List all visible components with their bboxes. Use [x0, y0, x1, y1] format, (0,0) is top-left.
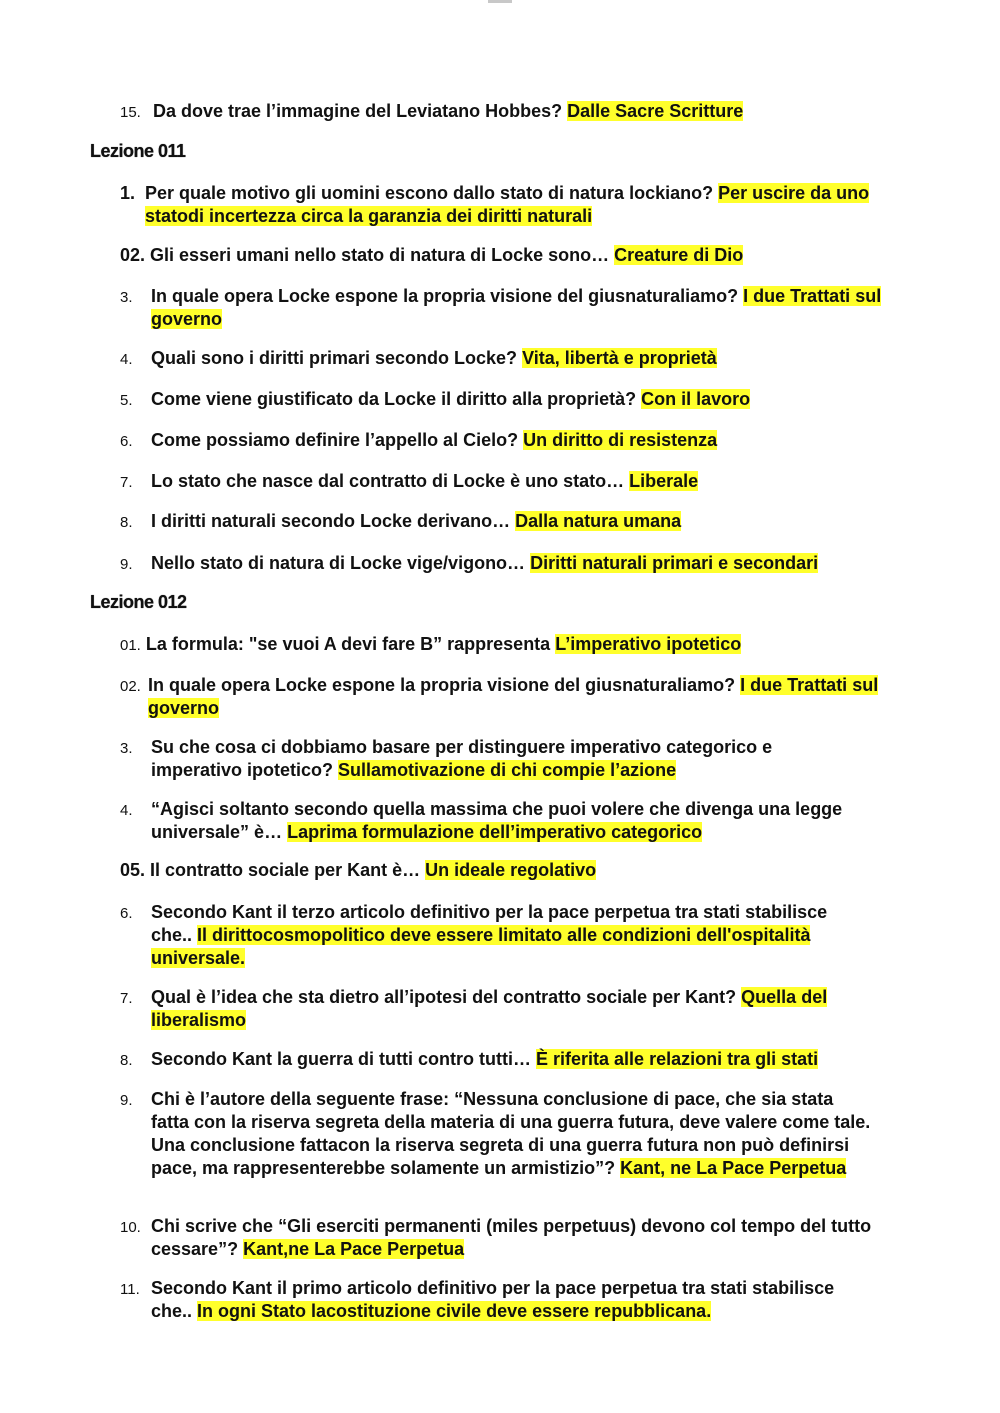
question-text: Nello stato di natura di Locke vige/vigono…: [151, 553, 526, 573]
question-text: Quali sono i diritti primari secondo Locke?: [151, 348, 518, 368]
question-item: [120, 347, 930, 371]
question-text: In quale opera Locke espone la propria visione del giusnaturaliamo?: [151, 286, 739, 306]
question-item: [120, 633, 930, 657]
question-item: [120, 859, 930, 882]
question-text: Chi scrive che “Gli eserciti permanenti (miles perpetuus) devono col tempo del tutto cessare”?: [151, 1216, 872, 1259]
answer-highlight: Un diritto di resistenza: [523, 430, 718, 450]
lesson-heading: Lezione 012: [90, 592, 187, 612]
question-text: Da dove trae l’immagine del Leviatano Hobbes?: [153, 101, 563, 121]
answer-highlight: Creature di Dio: [614, 245, 744, 265]
question-text: Secondo Kant il primo articolo definitivo per la pace perpetua tra stati stabilisce che..: [151, 1278, 835, 1321]
question-item: [120, 470, 930, 494]
question-item: [120, 182, 930, 226]
answer-highlight: In ogni Stato lacostituzione civile deve essere repubblicana.: [197, 1301, 712, 1321]
question-number: 3.: [120, 740, 133, 757]
answer-highlight: Dalla natura umana: [515, 511, 682, 531]
question-number: 8.: [120, 1052, 133, 1069]
question-item: [120, 736, 930, 780]
question-number: 05.: [120, 860, 146, 880]
question-item: [120, 901, 930, 968]
answer-highlight: Il dirittocosmopolitico deve essere limitato alle condizioni dell'ospitalità universale.: [151, 925, 811, 968]
answer-highlight: Sullamotivazione di chi compie l’azione: [338, 760, 677, 780]
question-item: [120, 674, 930, 718]
question-number: 5.: [120, 392, 133, 409]
question-item: [120, 1088, 930, 1178]
answer-highlight: Per uscire da uno statodi incertezza circa la garanzia dei diritti naturali: [145, 183, 870, 226]
question-item: [120, 986, 930, 1030]
question-number: 6.: [120, 905, 133, 922]
question-number: 02.: [120, 678, 141, 695]
answer-highlight: È riferita alle relazioni tra gli stati: [536, 1049, 819, 1069]
question-number: 4.: [120, 351, 133, 368]
question-text: Secondo Kant il terzo articolo definitivo per la pace perpetua tra stati stabilisce che..: [151, 902, 828, 945]
answer-highlight: Kant,ne La Pace Perpetua: [243, 1239, 465, 1259]
question-item: [120, 100, 930, 124]
question-number: 3.: [120, 289, 133, 306]
question-item: [120, 285, 930, 329]
question-text: Su che cosa ci dobbiamo basare per distinguere imperativo categorico e imperativo ipotetico?: [151, 737, 773, 780]
question-number: 9.: [120, 556, 133, 573]
question-number: 4.: [120, 802, 133, 819]
question-number: 10.: [120, 1219, 141, 1236]
question-item: [120, 244, 930, 267]
question-number: 15.: [120, 104, 141, 121]
answer-highlight: Dalle Sacre Scritture: [567, 101, 744, 121]
question-text: I diritti naturali secondo Locke derivano…: [151, 511, 511, 531]
question-text: Chi è l’autore della seguente frase: “Nessuna conclusione di pace, che sia stata fatta con la riserva segreta della materia di una guerra futura, deve valere come tale. Una conclusione fattacon la riserva segreta di una guerra futura non può definirsi pace, ma rappresenterebbe solamente un armistizio”?: [151, 1089, 871, 1178]
answer-highlight: Con il lavoro: [641, 389, 751, 409]
question-number: 1.: [120, 183, 136, 203]
question-text: Qual è l’idea che sta dietro all’ipotesi del contratto sociale per Kant?: [151, 987, 737, 1007]
question-text: Come possiamo definire l’appello al Cielo?: [151, 430, 519, 450]
question-number: 01.: [120, 637, 141, 654]
question-number: 11.: [120, 1281, 140, 1298]
answer-highlight: Un ideale regolativo: [425, 860, 597, 880]
question-text: Lo stato che nasce dal contratto di Locke è uno stato…: [151, 471, 625, 491]
question-text: Il contratto sociale per Kant è…: [150, 860, 421, 880]
question-text: Per quale motivo gli uomini escono dallo stato di natura lockiano?: [145, 183, 714, 203]
question-item: [120, 552, 930, 576]
answer-highlight: I due Trattati sul governo: [151, 286, 882, 329]
question-number: 7.: [120, 990, 133, 1007]
question-item: [120, 798, 930, 842]
question-number: 02.: [120, 245, 146, 265]
question-item: [120, 429, 930, 453]
question-number: 7.: [120, 474, 133, 491]
question-item: [120, 1277, 930, 1321]
lesson-heading: Lezione 011: [90, 141, 186, 161]
question-item: [120, 1048, 930, 1072]
question-text: La formula: "se vuoi A devi fare B” rappresenta: [145, 634, 551, 654]
question-item: [120, 1215, 930, 1259]
question-number: 8.: [120, 514, 133, 531]
answer-highlight: Vita, libertà e proprietà: [522, 348, 717, 368]
question-number: 6.: [120, 433, 133, 450]
question-item: [120, 510, 930, 534]
question-item: [120, 388, 930, 412]
answer-highlight: Liberale: [629, 471, 699, 491]
question-number: 9.: [120, 1092, 133, 1109]
question-text: “Agisci soltanto secondo quella massima che puoi volere che divenga una legge universale” è…: [151, 799, 843, 842]
answer-highlight: I due Trattati sul governo: [148, 675, 879, 718]
answer-highlight: Diritti naturali primari e secondari: [530, 553, 819, 573]
answer-highlight: Laprima formulazione dell’imperativo categorico: [287, 822, 703, 842]
question-text: In quale opera Locke espone la propria visione del giusnaturaliamo?: [148, 675, 736, 695]
question-text: Secondo Kant la guerra di tutti contro tutti…: [151, 1049, 531, 1069]
answer-highlight: Kant, ne La Pace Perpetua: [620, 1158, 847, 1178]
answer-highlight: Quella del liberalismo: [151, 987, 828, 1030]
page-header-mark: [488, 0, 512, 3]
question-text: Gli esseri umani nello stato di natura di Locke sono…: [150, 245, 610, 265]
answer-highlight: L’imperativo ipotetico: [555, 634, 742, 654]
question-text: Come viene giustificato da Locke il diritto alla proprietà?: [151, 389, 637, 409]
